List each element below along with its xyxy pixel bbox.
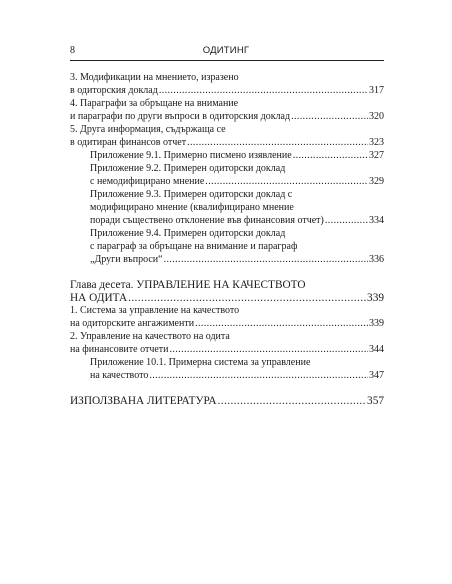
toc-entry[interactable] — [70, 137, 384, 148]
running-title: ОДИТИНГ — [202, 45, 250, 56]
toc-line: 4. Параграфи за обръщане на внимание — [70, 98, 239, 109]
toc-line: Приложение 9.3. Примерен одиторски доклад с — [90, 189, 293, 200]
dot-leader — [218, 395, 367, 408]
dot-leader — [187, 137, 368, 148]
dot-leader — [195, 318, 368, 329]
dot-leader — [164, 254, 368, 265]
toc-entry[interactable] — [70, 85, 384, 96]
toc-entry-title: НА ОДИТА — [70, 292, 128, 304]
toc-entry[interactable] — [70, 292, 384, 305]
toc-entry[interactable] — [90, 215, 384, 226]
toc-line: 2. Управление на качеството на одита — [70, 331, 230, 342]
toc-entry-title: с немодифицирано мнение — [90, 176, 205, 187]
toc-line: с параграф за обръщане на внимание и параграф — [90, 241, 298, 252]
toc-entry-title: на финансовите отчети — [70, 344, 169, 355]
toc-page-number: 320 — [369, 111, 384, 122]
toc-entry-title: на одиторските ангажименти — [70, 318, 195, 329]
dot-leader — [293, 150, 368, 161]
dot-leader — [205, 176, 368, 187]
toc-page-number: 336 — [369, 254, 384, 265]
dot-leader — [149, 370, 368, 381]
toc-page-number: 323 — [369, 137, 384, 148]
toc-entry-title: поради съществено отклонение във финансовия отчет) — [90, 215, 324, 226]
toc-entry-title: на качеството — [90, 370, 149, 381]
dot-leader — [291, 111, 368, 122]
toc-line: Приложение 9.2. Примерен одиторски доклад — [90, 163, 286, 174]
toc-entry[interactable] — [70, 318, 384, 329]
toc-line: Глава десета. УПРАВЛЕНИЕ НА КАЧЕСТВОТО — [70, 279, 306, 291]
toc-page-number: 327 — [369, 150, 384, 161]
toc-page-number: 317 — [369, 85, 384, 96]
toc-entry[interactable] — [70, 111, 384, 122]
toc-entry[interactable] — [90, 254, 384, 265]
toc-entry[interactable] — [90, 150, 384, 161]
toc-line: модифицирано мнение (квалифицирано мнение — [90, 202, 294, 213]
toc-line: Приложение 10.1. Примерна система за управление — [90, 357, 311, 368]
toc-page-number: 334 — [369, 215, 384, 226]
toc-entry[interactable] — [90, 370, 384, 381]
header-rule — [70, 60, 384, 61]
toc-entry[interactable] — [90, 176, 384, 187]
toc-line: 3. Модификации на мнението, изразено — [70, 72, 239, 83]
dot-leader — [128, 292, 366, 305]
toc-entry[interactable] — [70, 344, 384, 355]
toc-entry-title: Приложение 9.1. Примерно писмено изявление — [90, 150, 292, 161]
page-number: 8 — [70, 45, 75, 56]
toc-page-number: 339 — [367, 292, 384, 304]
dot-leader — [159, 85, 368, 96]
dot-leader — [325, 215, 368, 226]
toc-entry-title: и параграфи по други въпроси в одиторския доклад — [70, 111, 291, 122]
toc-entry[interactable] — [70, 395, 384, 408]
toc-page-number: 329 — [369, 176, 384, 187]
toc-entry-title: в одиторския доклад — [70, 85, 158, 96]
toc-page-number: 357 — [367, 395, 384, 407]
toc-entry-title: ИЗПОЛЗВАНА ЛИТЕРАТУРА — [70, 395, 217, 407]
toc-line: Приложение 9.4. Примерен одиторски доклад — [90, 228, 286, 239]
toc-page-number: 339 — [369, 318, 384, 329]
toc-line: 1. Система за управление на качеството — [70, 305, 240, 316]
toc-page-number: 344 — [369, 344, 384, 355]
toc-page-number: 347 — [369, 370, 384, 381]
toc-entry-title: в одитиран финансов отчет — [70, 137, 187, 148]
dot-leader — [170, 344, 368, 355]
toc-line: 5. Друга информация, съдържаща се — [70, 124, 226, 135]
toc-entry-title: „Други въпроси“ — [90, 254, 163, 265]
